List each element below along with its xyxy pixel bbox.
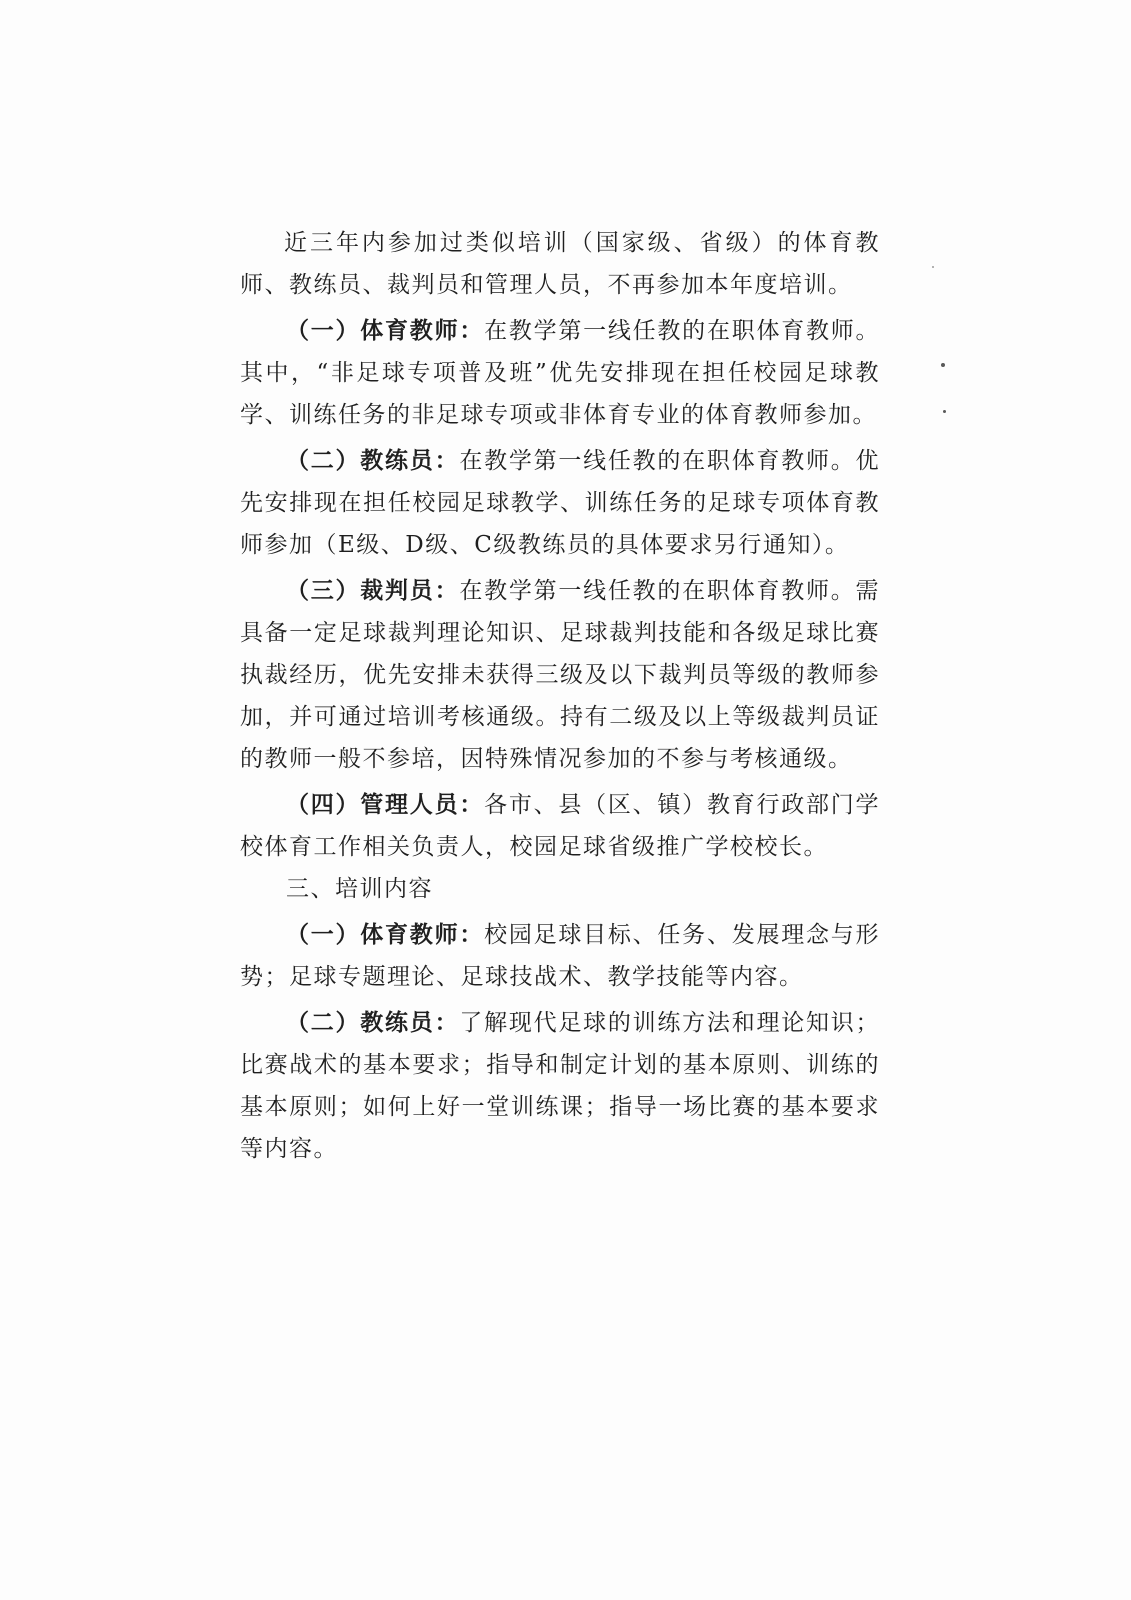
paragraph-lead: （三）裁判员： — [286, 578, 460, 604]
paragraph-lead: （四）管理人员： — [286, 792, 485, 818]
paragraph-lead: （一）体育教师： — [286, 922, 485, 948]
paragraph-content-coaches — [240, 1002, 880, 1170]
paragraph-text: 近三年内参加过类似培训（国家级、省级）的体育教师、教练员、裁判员和管理人员，不再参加本年度培训。 — [240, 230, 880, 298]
scan-speck — [941, 363, 945, 367]
paragraph-pe-teachers — [240, 310, 880, 436]
paragraph-text: 各市、县（区、镇）教育行政部门学校体育工作相关负责人，校园足球省级推广学校校长。 — [240, 792, 881, 860]
paragraph-lead: （二）教练员： — [286, 448, 460, 474]
paragraph-text: 校园足球目标、任务、发展理念与形势；足球专题理论、足球技战术、教学技能等内容。 — [240, 922, 881, 990]
paragraph-text: 在教学第一线任教的在职体育教师。需具备一定足球裁判理论知识、足球裁判技能和各级足球比赛执裁经历，优先安排未获得三级及以下裁判员等级的教师参加，并可通过培训考核通级。持有二级及以上等级裁判员证的教师一般不参培，因特殊情况参加的不参与考核通级。 — [240, 578, 881, 772]
paragraph-text: 在教学第一线任教的在职体育教师。优先安排现在担任校园足球教学、训练任务的足球专项体育教师参加（E级、D级、C级教练员的具体要求另行通知）。 — [240, 448, 881, 558]
paragraph-administrators — [240, 784, 880, 868]
scan-speck — [932, 266, 934, 268]
section-heading-training-content: 三、培训内容 — [286, 876, 433, 902]
paragraph-content-pe-teachers — [240, 914, 880, 998]
paragraph-prior-training — [240, 222, 880, 306]
paragraph-text: 在教学第一线任教的在职体育教师。其中，“非足球专项普及班”优先安排现在担任校园足球教学、训练任务的非足球专项或非体育专业的体育教师参加。 — [240, 318, 881, 428]
document-body — [240, 222, 880, 1170]
paragraph-lead: （二）教练员： — [286, 1010, 460, 1036]
paragraph-lead: （一）体育教师： — [286, 318, 485, 344]
scan-speck — [943, 410, 946, 413]
paragraph-coaches — [240, 440, 880, 566]
paragraph-text: 了解现代足球的训练方法和理论知识；比赛战术的基本要求；指导和制定计划的基本原则、训练的基本原则；如何上好一堂训练课；指导一场比赛的基本要求等内容。 — [240, 1010, 881, 1162]
paragraph-referees — [240, 570, 880, 780]
